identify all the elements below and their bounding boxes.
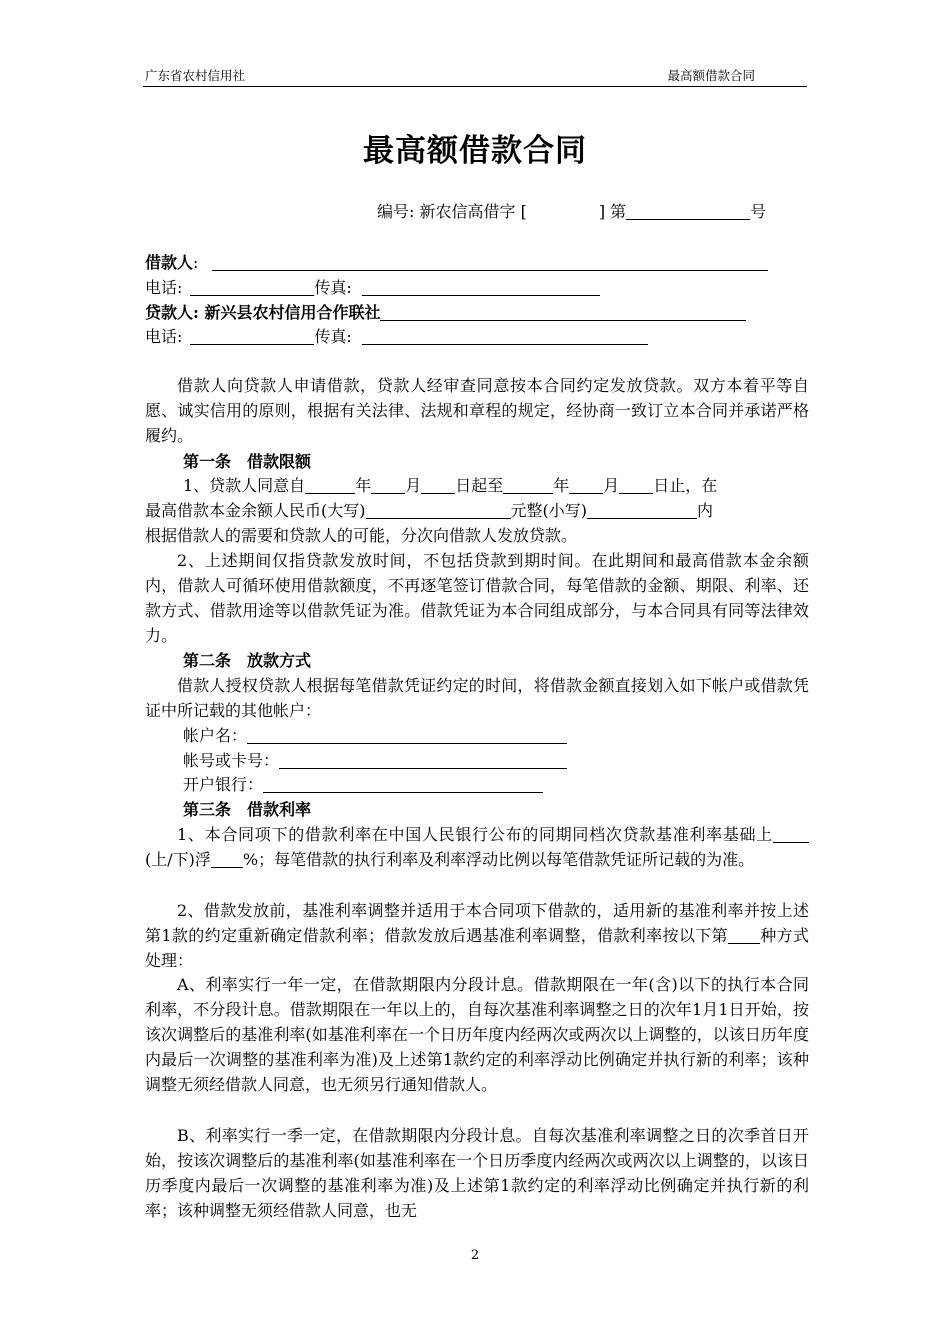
- page-number: 2: [470, 1248, 480, 1263]
- borrower-label: 借款人: [145, 253, 194, 272]
- number-end: 号: [750, 202, 767, 221]
- lender-line: [145, 301, 746, 325]
- header-org: 广东省农村信用社: [145, 68, 246, 83]
- lender-contact-line: [145, 325, 648, 349]
- lender-fax-label: 传真:: [314, 327, 352, 346]
- article3-p2: [145, 898, 809, 973]
- page-header: [143, 64, 807, 87]
- intro-paragraph: 借款人向贷款人申请借款，贷款人经审查同意按本合同约定发放贷款。双方本着平等自愿、诚实信用的原则，根据有关法律、法规和章程的规定，经协商一致订立本合同并承诺严格履约。: [145, 376, 809, 445]
- article2-p1: 借款人授权贷款人根据每笔借款凭证约定的时间，将借款金额直接划入如下帐户或借款凭证中所记载的其他帐户：: [145, 676, 809, 720]
- bank-blank[interactable]: [263, 775, 543, 793]
- a3-p1-a: 1、本合同项下的借款利率在中国人民银行公布的同期同档次贷款基准利率基础上: [177, 825, 773, 844]
- article1-line1: [183, 474, 717, 498]
- account-name-line: [183, 724, 567, 748]
- lender-fax-blank[interactable]: [362, 327, 648, 345]
- borrower-blank[interactable]: [212, 253, 768, 271]
- number-mid: ] 第: [598, 202, 627, 221]
- article3-option-a: A、利率实行一年一定，在借款期限内分段计息。借款期限在一年(含)以下的执行本合同利率，不分段计息。借款期限在一年以上的，自每次基准利率调整之日的次年1月1日开始，按该次调整后的基准利率(如基准利率在一个日历年度内经两次或两次以上调整的，以该日历年度内最后一次调整的基准利率为准)及上述第1款约定的利率浮动比例确定并执行新的利率；该种调整无须经借款人同意，也无须另行通知借款人。: [145, 975, 809, 1094]
- article3-option-b: B、利率实行一季一定，在借款期限内分段计息。自每次基准利率调整之日的次季首日开始，按该次调整后的基准利率(如基准利率在一个日历季度内经两次或两次以上调整的，以该日历季度内最后一次调整的基准利率为准)及上述第1款约定的利率浮动比例确定并执行新的利率；该种调整无须经借款人同意，也无: [145, 1126, 809, 1220]
- a1-day-to: 日止，在: [653, 476, 718, 495]
- end-year-blank[interactable]: [503, 476, 553, 494]
- method-choice-blank[interactable]: [728, 926, 760, 944]
- lender-phone-label: 电话:: [145, 327, 183, 346]
- header-doc-title: 最高额借款合同: [667, 68, 755, 83]
- float-direction-blank[interactable]: [773, 825, 809, 843]
- article1-line2: [145, 499, 713, 523]
- bank-label: 开户银行：: [183, 775, 264, 794]
- article3-p1: [145, 822, 809, 872]
- borrower-phone-blank[interactable]: [190, 278, 314, 296]
- start-day-blank[interactable]: [421, 476, 455, 494]
- borrower-contact-line: [145, 276, 600, 300]
- article1-p2: 2、上述期间仅指贷款发放时间，不包括贷款到期时间。在此期间和最高借款本金余额内，借款人可循环使用借款额度，不再逐笔签订借款合同，每笔借款的金额、期限、利率、还款方式、借款用途等以借款凭证为准。借款凭证为本合同组成部分，与本合同具有同等法律效力。: [145, 551, 809, 645]
- account-name-label: 帐户名：: [183, 726, 248, 745]
- phone-label: 电话:: [145, 278, 183, 297]
- a1-yuan: 元整(小写): [510, 501, 587, 520]
- fax-label: 传真:: [314, 278, 352, 297]
- account-no-label: 帐号或卡号：: [183, 751, 280, 770]
- bank-line: [183, 773, 543, 797]
- article3-heading: 第三条 借款利率: [183, 800, 312, 819]
- a1-day-from: 日起至: [455, 476, 504, 495]
- account-no-blank[interactable]: [279, 751, 567, 769]
- article1-line3: 根据借款人的需要和贷款人的可能，分次向借款人发放贷款。: [145, 526, 578, 545]
- a1-year-2: 年: [553, 476, 570, 495]
- start-year-blank[interactable]: [305, 476, 355, 494]
- end-month-blank[interactable]: [569, 476, 603, 494]
- float-percent-blank[interactable]: [211, 850, 243, 868]
- lender-label: 贷款人: 新兴县农村信用合作联社: [145, 303, 381, 322]
- a1-year: 年: [355, 476, 372, 495]
- amount-figures-blank[interactable]: [587, 501, 697, 519]
- start-month-blank[interactable]: [371, 476, 405, 494]
- borrower-colon: :: [193, 253, 199, 272]
- borrower-line: [145, 251, 768, 275]
- number-label: 编号: 新农信高借字 [: [377, 202, 527, 221]
- article1-heading: 第一条 借款限额: [183, 452, 312, 471]
- number-blank[interactable]: [626, 202, 750, 220]
- borrower-fax-blank[interactable]: [362, 278, 600, 296]
- a1-text-b: 最高借款本金余额人民币(大写): [145, 501, 366, 520]
- a3-p1-c: %；每笔借款的执行利率及利率浮动比例以每笔借款凭证所记载的为准。: [242, 850, 755, 869]
- amount-words-blank[interactable]: [366, 501, 511, 519]
- lender-blank[interactable]: [380, 303, 746, 321]
- page-title: 最高额借款合同: [363, 133, 587, 169]
- article2-heading: 第二条 放款方式: [183, 651, 312, 670]
- a1-month-2: 月: [603, 476, 620, 495]
- a1-month: 月: [405, 476, 422, 495]
- account-name-blank[interactable]: [247, 726, 567, 744]
- account-no-line: [183, 749, 567, 773]
- a3-p1-b: (上/下)浮: [145, 850, 211, 869]
- a3-p2-a: 2、借款发放前，基准利率调整并适用于本合同项下借款的，适用新的基准利率并按上述第1款的约定重新确定借款利率；借款发放后遇基准利率调整，借款利率按以下第: [145, 901, 809, 945]
- contract-number-line: [377, 200, 766, 224]
- a3-p2-b: 种方式处理：: [145, 926, 809, 970]
- a1-text-a: 1、贷款人同意自: [183, 476, 306, 495]
- lender-phone-blank[interactable]: [190, 327, 314, 345]
- end-day-blank[interactable]: [619, 476, 653, 494]
- a1-nei: 内: [697, 501, 714, 520]
